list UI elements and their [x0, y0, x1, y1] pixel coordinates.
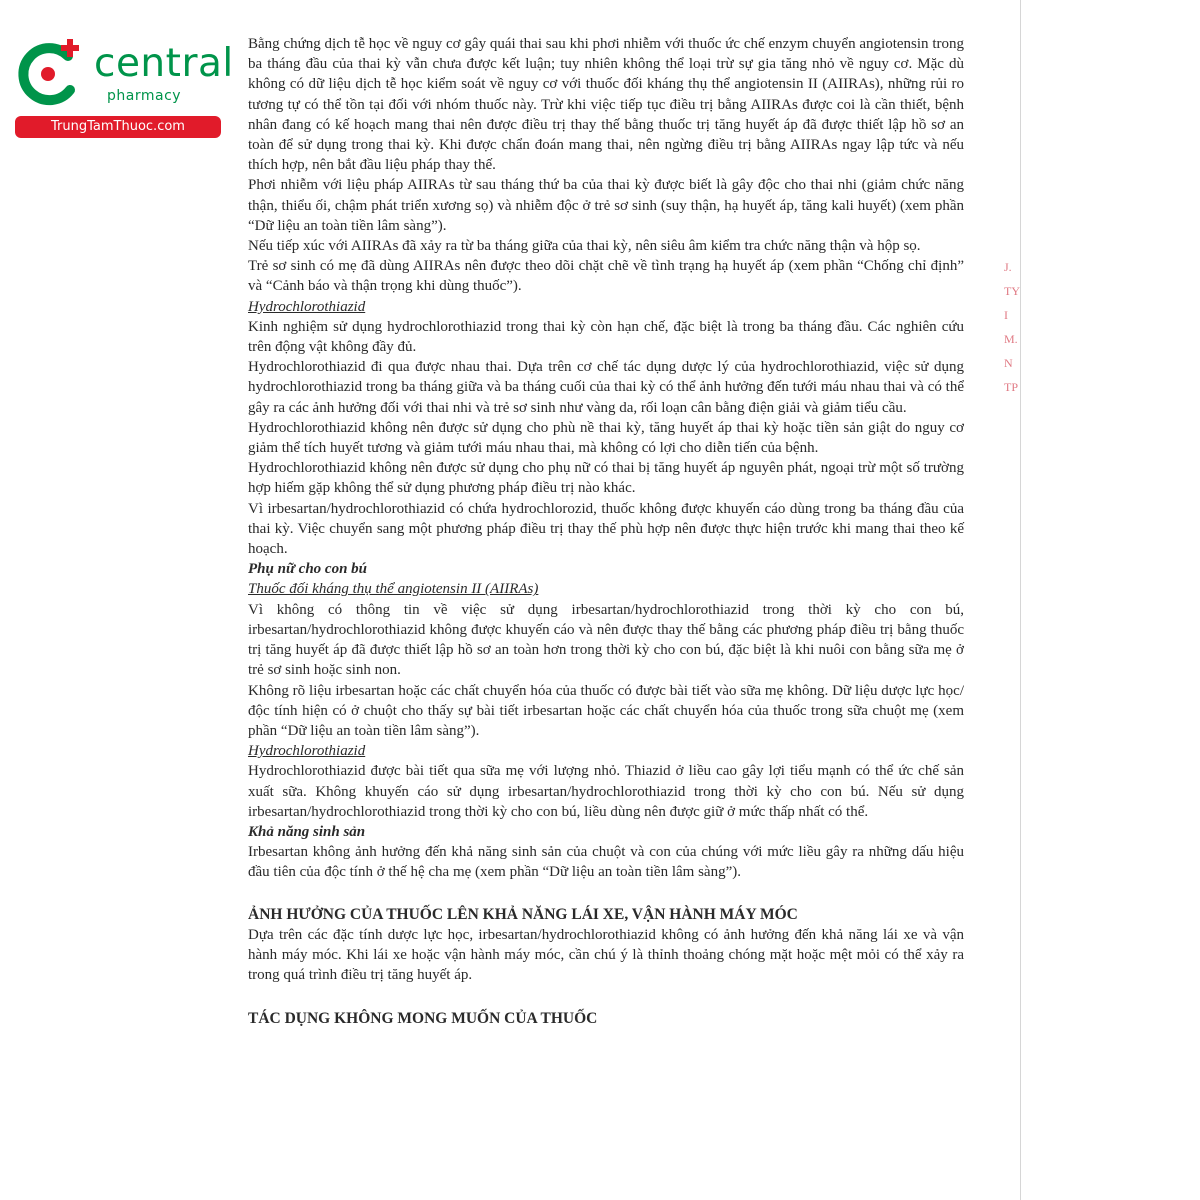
section-heading-adverse-effects: TÁC DỤNG KHÔNG MONG MUỐN CỦA THUỐC [248, 1010, 598, 1028]
paragraph: Bằng chứng dịch tễ học về nguy cơ gây quái thai sau khi phơi nhiễm với thuốc ức chế enzym chuyển angiotensin trong ba tháng đầu của thai kỳ vẫn chưa được kết luận; tuy nhiên không thể loại trừ sự gia tăng nhỏ về nguy cơ. Mặc dù không có dữ liệu dịch tễ học kiểm soát về nguy cơ với thuốc đối kháng thụ thể angiotensin II (AIIRAs), những rủi ro tương tự có thể tồn tại đối với nhóm thuốc này. Trừ khi việc tiếp tục điều trị bằng AIIRAs được coi là cần thiết, bệnh nhân đang có kế hoạch mang thai nên được điều trị thay thế bằng thuốc trị tăng huyết áp đã được thiết lập hồ sơ an toàn để sử dụng trong thai kỳ. Khi được chẩn đoán mang thai, nên ngừng điều trị bằng AIIRAs ngay lập tức và nếu thích hợp, nên bắt đầu liệu pháp thay thế. [248, 36, 964, 174]
subheading-aiiras: Thuốc đối kháng thụ thể angiotensin II (AIIRAs) [248, 581, 539, 598]
stamp-fragment: TP [1004, 380, 1019, 394]
paragraph: Trẻ sơ sinh có mẹ đã dùng AIIRAs nên được theo dõi chặt chẽ về tình trạng hạ huyết áp (xem phần “Chống chỉ định” và “Cảnh báo và thận trọng khi dùng thuốc”). [248, 258, 964, 295]
stamp-fragment: TY [1004, 284, 1020, 298]
paragraph: Hydrochlorothiazid đi qua được nhau thai. Dựa trên cơ chế tác dụng dược lý của hydrochlorothiazid, việc sử dụng hydrochlorothiazid trong ba tháng giữa và ba tháng cuối của thai kỳ có thể ảnh hưởng đến tưới máu nhau thai và có thể gây ra các ảnh hưởng đối với thai nhi và trẻ sơ sinh như vàng da, rối loạn cân bằng điện giải và giảm tiểu cầu. [248, 359, 964, 416]
paragraph: Nếu tiếp xúc với AIIRAs đã xảy ra từ ba tháng giữa của thai kỳ, nên siêu âm kiểm tra chức năng thận và hộp sọ. [248, 238, 921, 255]
logo-name: central [94, 41, 234, 86]
logo-subtitle: pharmacy [107, 88, 182, 104]
page-edge-divider [1020, 0, 1021, 1200]
subheading-breastfeeding: Phụ nữ cho con bú [248, 561, 368, 578]
paragraph: Vì irbesartan/hydrochlorothiazid có chứa hydrochlorozid, thuốc không được khuyến cáo dùng trong ba tháng đầu của thai kỳ. Việc chuyển sang một phương pháp điều trị thay thế phù hợp nên được thực hiện trước khi mang thai theo kế hoạch. [248, 500, 964, 558]
stamp-fragment: J. [1004, 260, 1012, 274]
stamp-fragment: N [1004, 356, 1013, 370]
partial-stamp [1004, 255, 1028, 399]
paragraph: Phơi nhiễm với liệu pháp AIIRAs từ sau tháng thứ ba của thai kỳ được biết là gây độc cho thai nhi (giảm chức năng thận, thiểu ối, chậm phát triển xương sọ) và nhiễm độc ở trẻ sơ sinh (suy thận, hạ huyết áp, tăng kali huyết) (xem phần “Dữ liệu an toàn tiền lâm sàng”). [248, 177, 964, 234]
paragraph: Kinh nghiệm sử dụng hydrochlorothiazid trong thai kỳ còn hạn chế, đặc biệt là trong ba tháng đầu. Các nghiên cứu trên động vật không đầy đủ. [248, 318, 964, 356]
stamp-fragment: M. [1004, 332, 1018, 346]
stamp-fragment: I [1004, 308, 1008, 322]
subheading-hydrochlorothiazid: Hydrochlorothiazid [248, 298, 366, 315]
subheading-fertility: Khả năng sinh sản [248, 823, 366, 840]
paragraph: Hydrochlorothiazid không nên được sử dụng cho phụ nữ có thai bị tăng huyết áp nguyên phát, ngoại trừ một số trường hợp hiếm gặp không thể sử dụng phương pháp điều trị nào khác. [248, 460, 964, 497]
paragraph: Vì không có thông tin về việc sử dụng irbesartan/hydrochlorothiazid trong thời kỳ cho con bú, irbesartan/hydrochlorothiazid không được khuyến cáo và nên được thay thế bằng các phương pháp điều trị bằng thuốc trị tăng huyết áp đã được thiết lập hồ sơ an toàn hơn trong thời kỳ cho con bú, đặc biệt là khi nuôi con bằng sữa mẹ ở trẻ sơ sinh hoặc sinh non. [248, 601, 964, 679]
logo-site-banner: TrungTamThuoc.com [15, 116, 221, 138]
section-heading-driving: ẢNH HƯỞNG CỦA THUỐC LÊN KHẢ NĂNG LÁI XE, VẬN HÀNH MÁY MÓC [248, 905, 798, 923]
document-page [248, 34, 964, 1030]
paragraph: Dựa trên các đặc tính dược lực học, irbesartan/hydrochlorothiazid không có ảnh hưởng đến khả năng lái xe và vận hành máy móc. Khi lái xe hoặc vận hành máy móc, cần chú ý là thỉnh thoảng chóng mặt hoặc mệt mỏi có thể xảy ra trong quá trình điều trị tăng huyết áp. [248, 926, 964, 984]
paragraph: Hydrochlorothiazid không nên được sử dụng cho phù nề thai kỳ, tăng huyết áp thai kỳ hoặc tiền sản giật do nguy cơ giảm thể tích huyết tương và giảm tưới máu nhau thai, mà không có lợi cho diễn tiến của bệnh. [248, 419, 964, 457]
paragraph: Hydrochlorothiazid được bài tiết qua sữa mẹ với lượng nhỏ. Thiazid ở liều cao gây lợi tiểu mạnh có thể ức chế sản xuất sữa. Không khuyến cáo sử dụng irbesartan/hydrochlorothiazid trong thời kỳ cho con bú. Nếu sử dụng irbesartan/hydrochlorothiazid trong thời kỳ cho con bú, liều dùng nên được giữ ở mức thấp nhất có thể. [248, 763, 964, 820]
paragraph: Irbesartan không ảnh hưởng đến khả năng sinh sản của chuột và con của chúng với mức liều gây ra những dấu hiệu đầu tiên của độc tính ở thế hệ cha mẹ (xem phần “Dữ liệu an toàn tiền lâm sàng”). [248, 844, 964, 881]
subheading-hydrochlorothiazid: Hydrochlorothiazid [248, 743, 366, 760]
central-pharmacy-logo-icon [12, 36, 88, 112]
paragraph: Không rõ liệu irbesartan hoặc các chất chuyển hóa của thuốc có được bài tiết vào sữa mẹ không. Dữ liệu dược lực học/ độc tính hiện có ở chuột cho thấy sự bài tiết irbesartan hoặc các chất chuyển hóa của thuốc trong sữa chuột mẹ (xem phần “Dữ liệu an toàn tiền lâm sàng”). [248, 682, 964, 739]
central-pharmacy-logo [12, 36, 234, 136]
